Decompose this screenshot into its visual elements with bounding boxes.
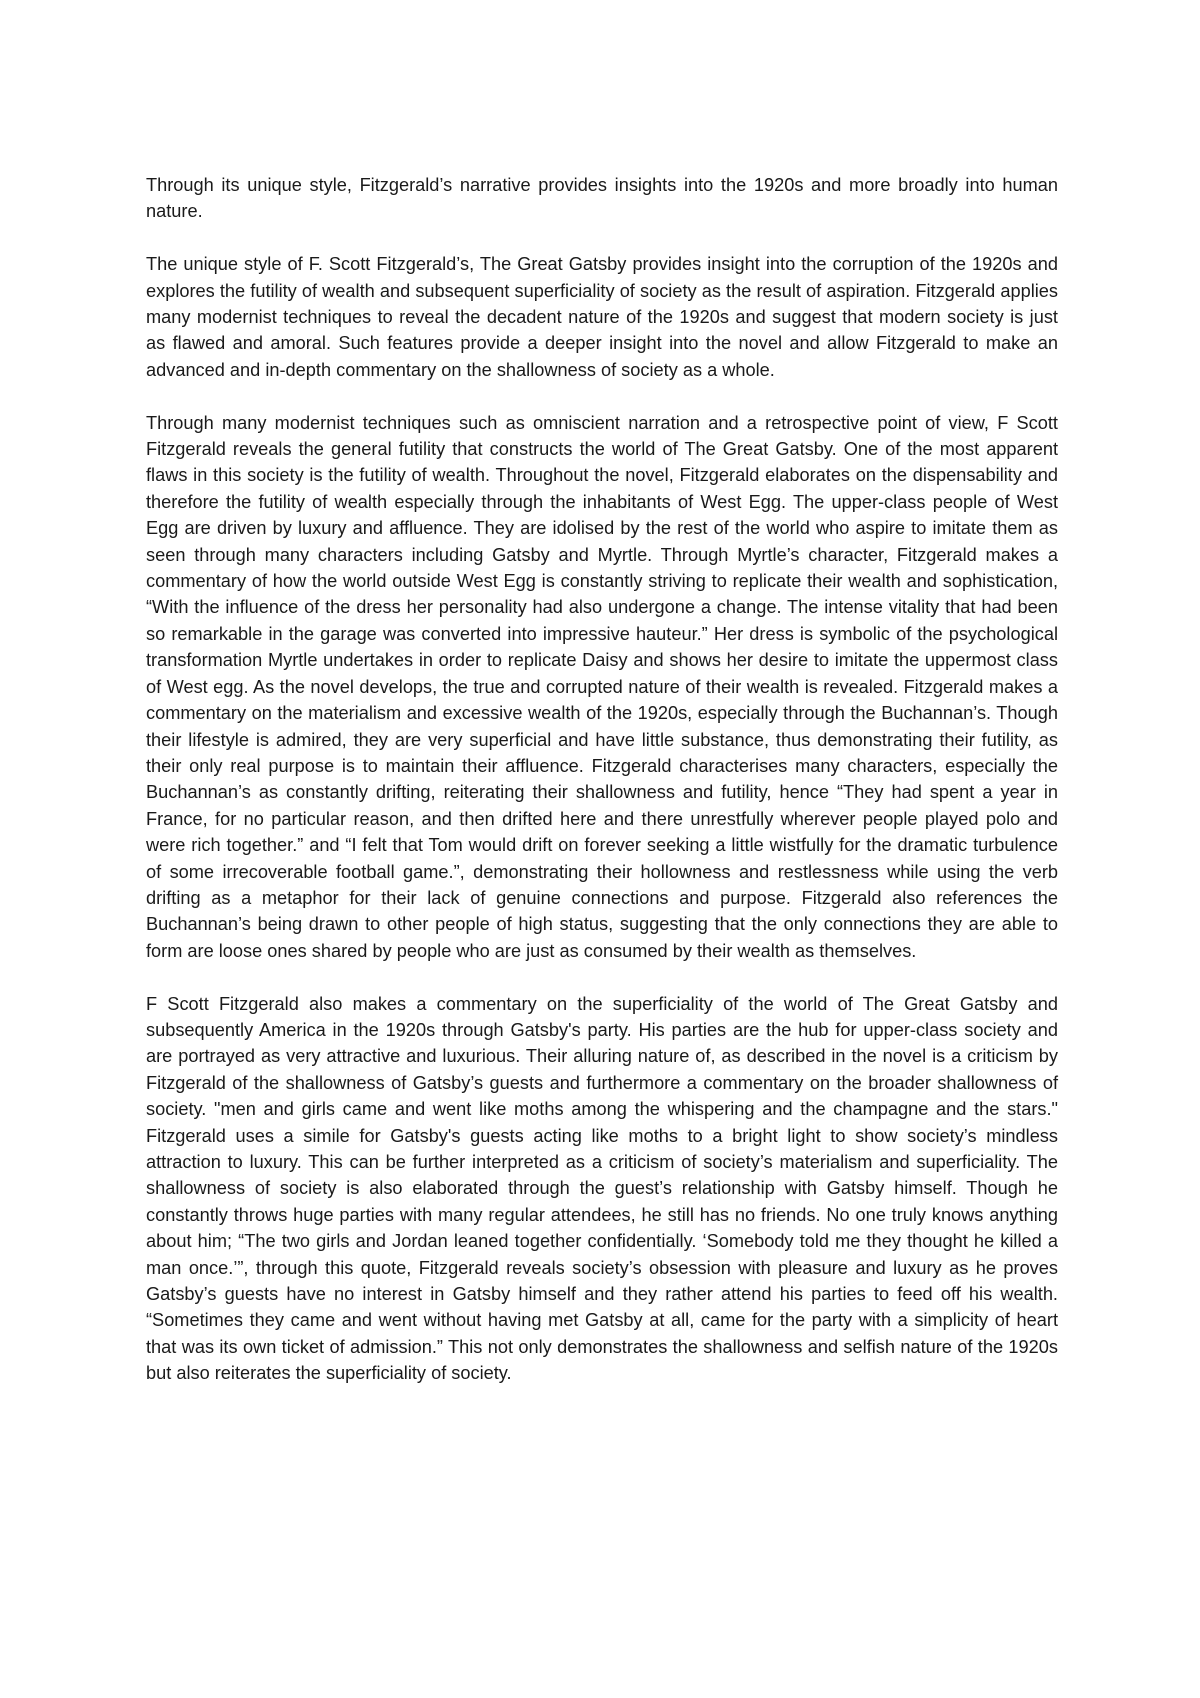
paragraph-futility-of-wealth: Through many modernist techniques such as omniscient narration and a retrospective point of view, F Scott Fitzgerald reveals the general futility that constructs the world of The Great Gatsby. One of the most apparent flaws in this society is the futility of wealth. Throughout the novel, Fitzgerald elaborates on the dispensability and therefore the futility of wealth especially through the inhabitants of West Egg. The upper-class people of West Egg are driven by luxury and affluence. They are idolised by the rest of the world who aspire to imitate them as seen through many characters including Gatsby and Myrtle. Through Myrtle’s character, Fitzgerald makes a commentary of how the world outside West Egg is constantly striving to replicate their wealth and sophistication, “With the influence of the dress her personality had also undergone a change. The intense vitality that had been so remarkable in the garage was converted into impressive hauteur.” Her dress is symbolic of the psychological transformation Myrtle undertakes in order to replicate Daisy and shows her desire to imitate the uppermost class of West egg. As the novel develops, the true and corrupted nature of their wealth is revealed. Fitzgerald makes a commentary on the materialism and excessive wealth of the 1920s, especially through the Buchannan’s. Though their lifestyle is admired, they are very superficial and have little substance, thus demonstrating their futility, as their only real purpose is to maintain their affluence. Fitzgerald characterises many characters, especially the Buchannan’s as constantly drifting, reiterating their shallowness and futility, hence “They had spent a year in France, for no particular reason, and then drifted here and there unrestfully wherever people played polo and were rich together.” and “I felt that Tom would drift on forever seeking a little wistfully for the dramatic turbulence of some irrecoverable football game.”, demonstrating their hollowness and restlessness while using the verb drifting as a metaphor for their lack of genuine connections and purpose. Fitzgerald also references the Buchannan’s being drawn to other people of high status, suggesting that the only connections they are able to form are loose ones shared by people who are just as consumed by their wealth as themselves. bbox=[146, 412, 1058, 961]
paragraph-superficiality: F Scott Fitzgerald also makes a commentary on the superficiality of the world of The Great Gatsby and subsequently America in the 1920s through Gatsby's party. His parties are the hub for upper-class society and are portrayed as very attractive and luxurious. Their alluring nature of, as described in the novel is a criticism by Fitzgerald of the shallowness of Gatsby’s guests and furthermore a commentary on the broader shallowness of society. "men and girls came and went like moths among the whispering and the champagne and the stars." Fitzgerald uses a simile for Gatsby's guests acting like moths to a bright light to show society’s mindless attraction to luxury. This can be further interpreted as a criticism of society’s materialism and superficiality. The shallowness of society is also elaborated through the guest’s relationship with Gatsby himself. Though he constantly throws huge parties with many regular attendees, he still has no friends. No one truly knows anything about him; “The two girls and Jordan leaned together confidentially. ‘Somebody told me they thought he killed a man once.’”, through this quote, Fitzgerald reveals society’s obsession with pleasure and luxury as he proves Gatsby’s guests have no interest in Gatsby himself and they rather attend his parties to feed off his wealth. “Sometimes they came and went without having met Gatsby at all, came for the party with a simplicity of heart that was its own ticket of admission.” This not only demonstrates the shallowness and selfish nature of the 1920s but also reiterates the superficiality of society. bbox=[146, 993, 1058, 1384]
document-body bbox=[146, 172, 1058, 1387]
paragraph-intro: Through its unique style, Fitzgerald’s narrative provides insights into the 1920s and more broadly into human nature. bbox=[146, 175, 1058, 222]
paragraph-overview: The unique style of F. Scott Fitzgerald’s, The Great Gatsby provides insight into the corruption of the 1920s and explores the futility of wealth and subsequent superficiality of society as the result of aspiration. Fitzgerald applies many modernist techniques to reveal the decadent nature of the 1920s and suggest that modern society is just as flawed and amoral. Such features provide a deeper insight into the novel and allow Fitzgerald to make an advanced and in-depth commentary on the shallowness of society as a whole. bbox=[146, 254, 1058, 380]
